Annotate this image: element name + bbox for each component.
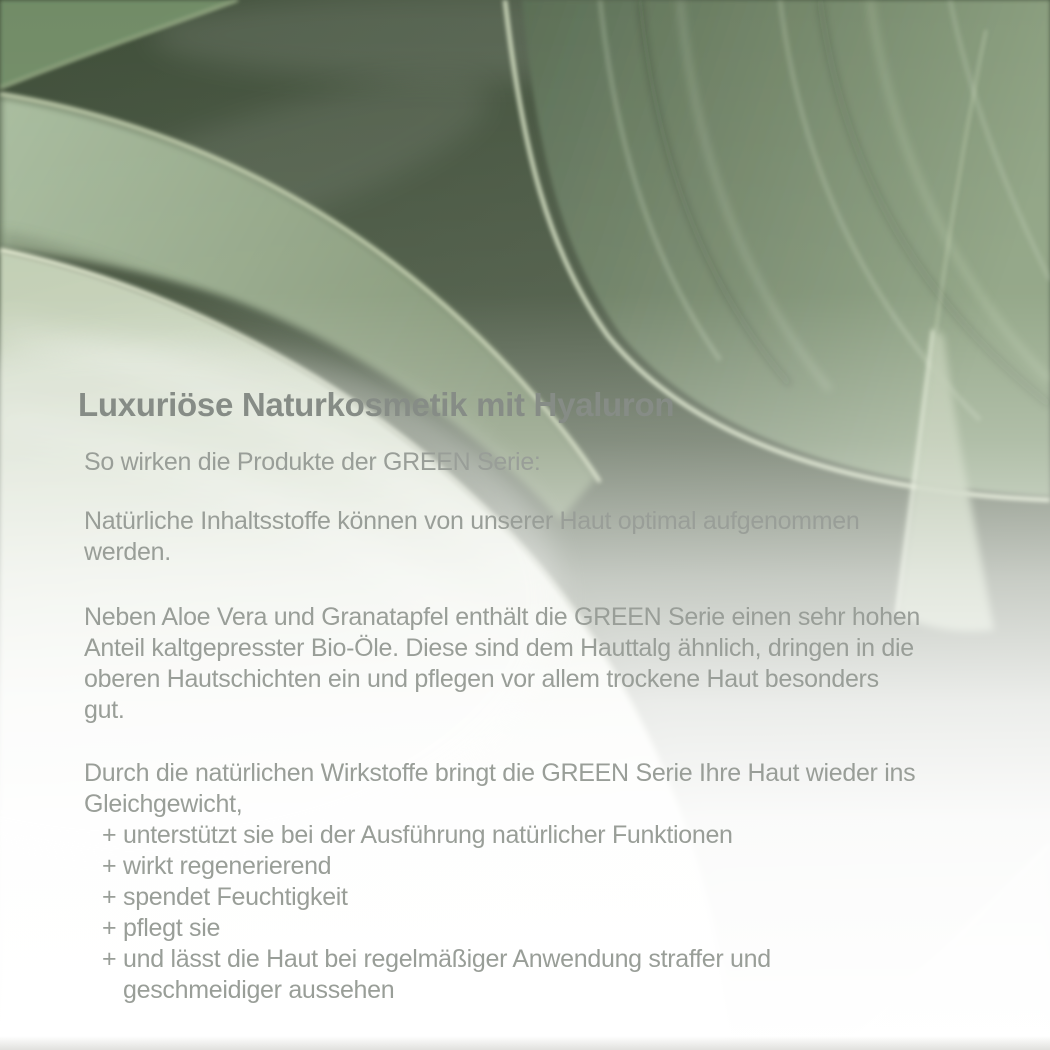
paragraph-line: gut. [84,696,125,724]
benefit-text: wirkt regenerierend [123,852,332,880]
paragraph-line: Natürliche Inhaltsstoffe können von unserer Haut optimal aufgenommen [84,507,860,535]
plus-marker: + [102,821,117,849]
benefit-text: geschmeidiger aussehen [123,976,395,1004]
page-title: Luxuriöse Naturkosmetik mit Hyaluron [78,386,675,423]
paragraph-line: Neben Aloe Vera und Granatapfel enthält die GREEN Serie einen sehr hohen [84,603,920,631]
benefit-text: und lässt die Haut bei regelmäßiger Anwendung straffer und [123,945,771,973]
paragraph-line: oberen Hautschichten ein und pflegen vor allem trockene Haut besonders [84,665,879,693]
benefit-item [102,820,771,851]
benefit-item [102,882,771,913]
benefit-text: unterstützt sie bei der Ausführung natürlicher Funktionen [123,821,733,849]
paragraph-balance-intro [84,758,915,820]
paragraph-line: Anteil kaltgepresster Bio-Öle. Diese sind dem Hauttalg ähnlich, dringen in die [84,634,914,662]
plus-marker: + [102,914,117,942]
paragraph-natural-ingredients [84,506,859,568]
benefit-item [102,851,771,882]
paragraph-bio-oils [84,602,920,726]
benefit-item [102,944,771,975]
paragraph-line: Durch die natürlichen Wirkstoffe bringt die GREEN Serie Ihre Haut wieder ins [84,759,916,787]
benefit-text: spendet Feuchtigkeit [123,883,348,911]
benefit-item [102,913,771,944]
plus-marker: + [102,945,117,973]
paragraph-line: werden. [84,538,171,566]
benefits-list [102,820,771,1006]
paragraph-line: Gleichgewicht, [84,790,243,818]
plus-marker: + [102,852,117,880]
plus-marker: + [102,883,117,911]
subheading: So wirken die Produkte der GREEN Serie: [84,448,541,476]
benefit-item-continuation [102,975,771,1006]
benefit-text: pflegt sie [123,914,221,942]
